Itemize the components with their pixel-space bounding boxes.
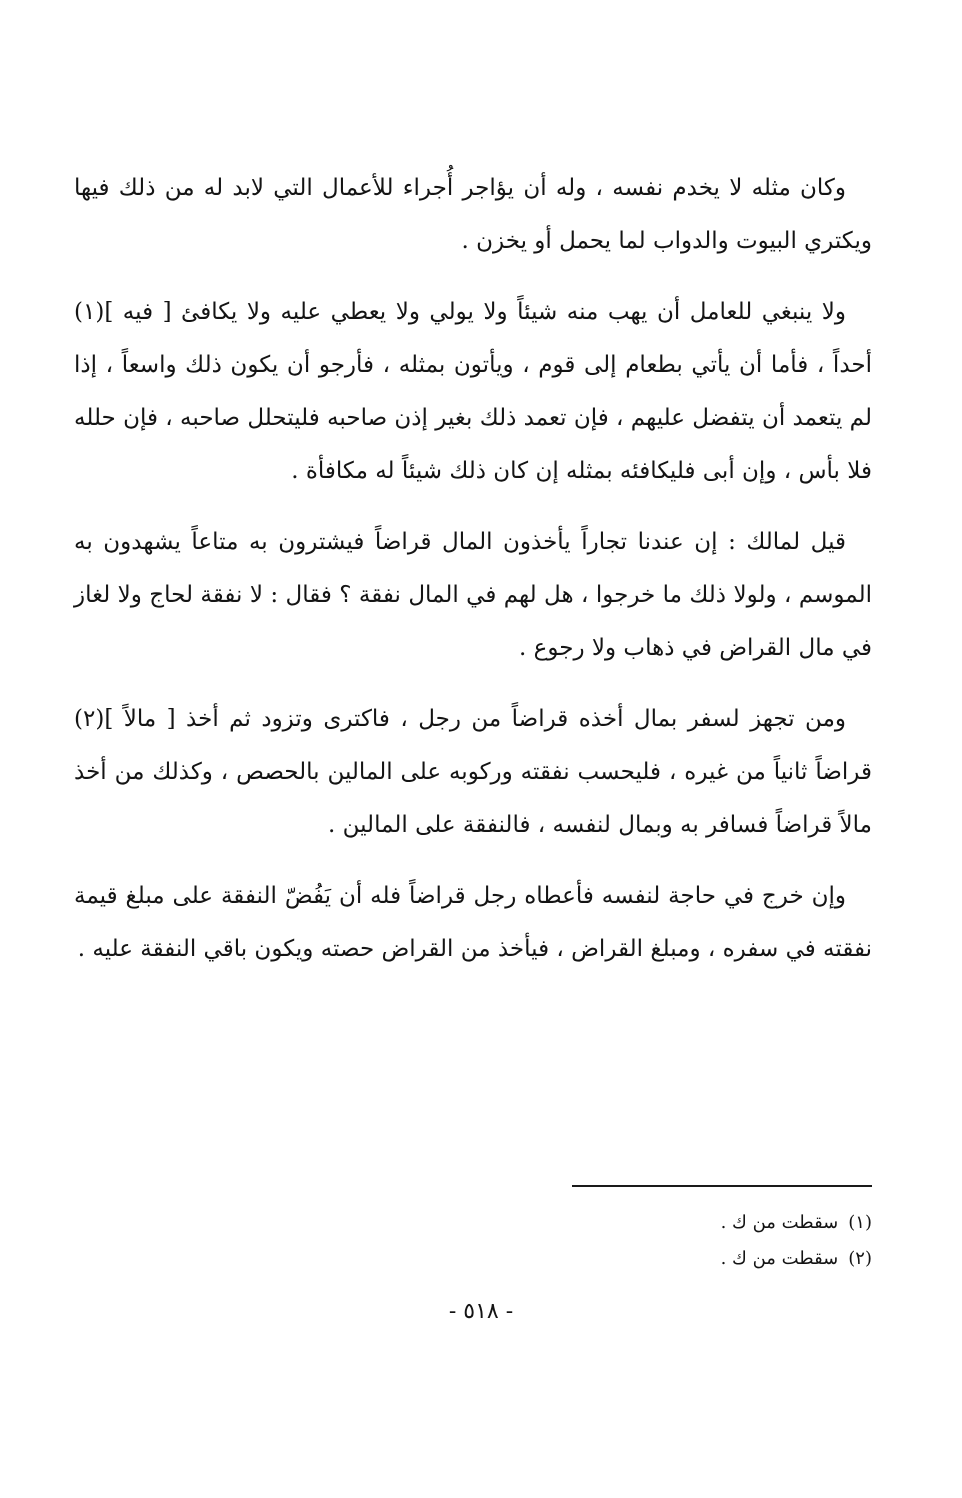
footnote-separator [572, 1185, 872, 1187]
main-text [74, 162, 872, 976]
footnotes [400, 1205, 872, 1277]
footnote-2 [400, 1241, 872, 1277]
footnote-text: سقطت من ك . [720, 1212, 839, 1233]
paragraph-3: قيل لمالك : إن عندنا تجاراً يأخذون المال قراضاً فيشترون به متاعاً يشهدون به الموسم ، ولولا ذلك ما خرجوا ، هل لهم في المال نفقة ؟ فقال : لا نفقة لحاج ولا لغاز في مال القراض في ذهاب ولا رجوع . [74, 529, 872, 661]
paragraph-5: وإن خرج في حاجة لنفسه فأعطاه رجل قراضاً فله أن يَفُضّ النفقة على مبلغ قيمة نفقته في سفره ، ومبلغ القراض ، فيأخذ من القراض حصته ويكون باقي النفقة عليه . [74, 883, 872, 962]
footnote-number: (١) [848, 1212, 872, 1233]
page-number: - ٥١٨ - [448, 1299, 514, 1324]
paragraph-2: ولا ينبغي للعامل أن يهب منه شيئاً ولا يولي ولا يعطي عليه ولا يكافئ [ فيه ](١) أحداً ، فأما أن يأتي بطعام إلى قوم ، ويأتون بمثله ، فأرجو أن يكون ذلك واسعاً ، إذا لم يتعمد أن يتفضل عليهم ، فإن تعمد ذلك بغير إذن صاحبه فليتحلل صاحبه ، فإن حلله فلا بأس ، وإن أبى فليكافئه بمثله إن كان ذلك شيئاً له مكافأة . [74, 299, 872, 484]
paragraph-1: وكان مثله لا يخدم نفسه ، وله أن يؤاجر أُجراء للأعمال التي لابد له من ذلك فيها ويكتري البيوت والدواب لما يحمل أو يخزن . [74, 175, 872, 254]
footnote-text: سقطت من ك . [720, 1248, 839, 1269]
footnote-1 [400, 1205, 872, 1241]
footnote-number: (٢) [848, 1248, 872, 1269]
paragraph-4: ومن تجهز لسفر بمال أخذه قراضاً من رجل ، فاكترى وتزود ثم أخذ [ مالاً ](٢) قراضاً ثانياً من غيره ، فليحسب نفقته وركوبه على المالين بالحصص ، وكذلك من أخذ مالاً قراضاً فسافر به وبمال لنفسه ، فالنفقة على المالين . [74, 706, 872, 838]
